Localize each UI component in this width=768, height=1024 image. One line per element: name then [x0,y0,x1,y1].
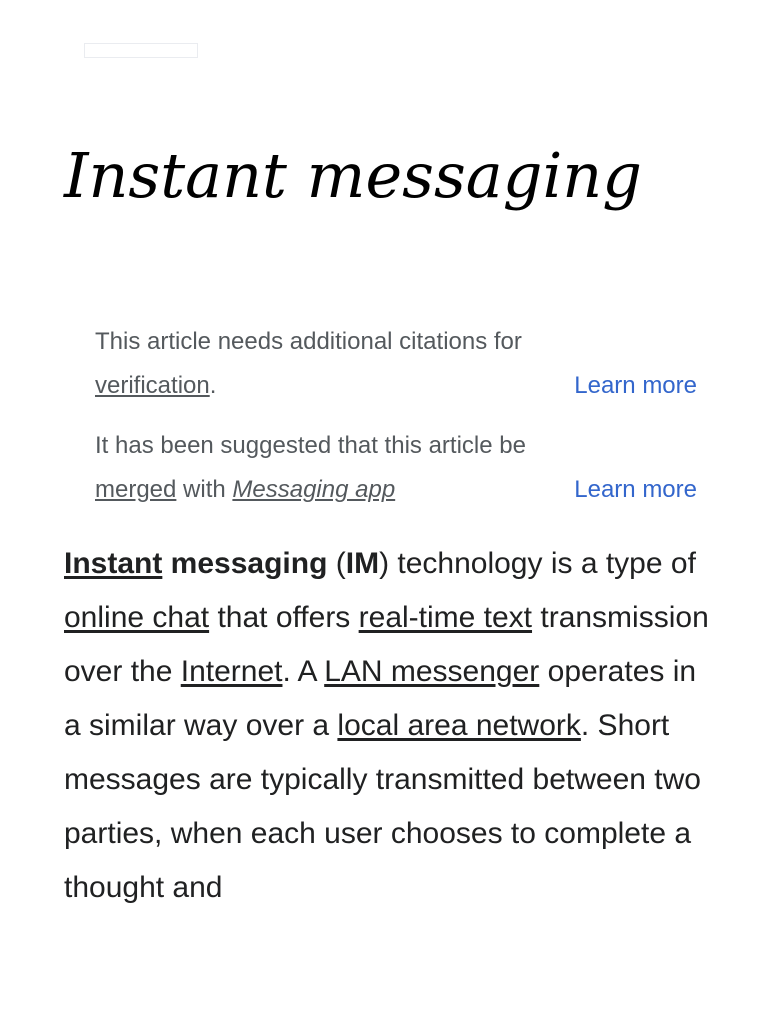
notice-line: It has been suggested that this article be [95,432,526,459]
verification-link[interactable]: verification [95,372,210,399]
notice-text [95,320,522,408]
notice-line: This article needs additional citations for [95,328,522,355]
learn-more-link[interactable]: Learn more [574,476,697,503]
lan-messenger-link[interactable]: LAN messenger [324,655,540,688]
messaging-app-link[interactable]: Messaging app [232,476,396,503]
notice-connector: with [176,476,233,503]
instant-link[interactable]: Instant [64,547,163,580]
lead-abbr: IM [345,547,380,580]
learn-more-link[interactable]: Learn more [574,372,697,399]
online-chat-link[interactable]: online chat [64,601,210,634]
internet-link[interactable]: Internet [180,655,283,688]
lead-text: transmission over the [64,601,709,688]
lead-text: that offers [209,601,359,634]
notice-text [95,424,526,512]
merge-notice [95,424,705,514]
notice-period: . [209,372,217,399]
lead-text: . Short messages are typically transmitted between two parties, when each user chooses to complete a thought and [64,709,701,904]
notice-line [95,364,440,408]
local-area-network-link[interactable]: local area network [337,709,581,742]
lead-text: operates in a similar way over a [64,655,697,742]
notice-line [95,468,440,512]
lead-paragraph [64,537,714,915]
lead-text: ) technology is a type of [379,547,696,580]
header-placeholder [84,43,198,58]
page-title: Instant messaging [64,139,642,212]
lead-term [64,547,327,580]
merged-link[interactable]: merged [95,476,177,503]
lead-text: . A [282,655,325,688]
lead-text: ( [327,547,346,580]
lead-term-rest: messaging [162,547,328,580]
real-time-text-link[interactable]: real-time text [358,601,533,634]
citation-notice [95,320,705,410]
